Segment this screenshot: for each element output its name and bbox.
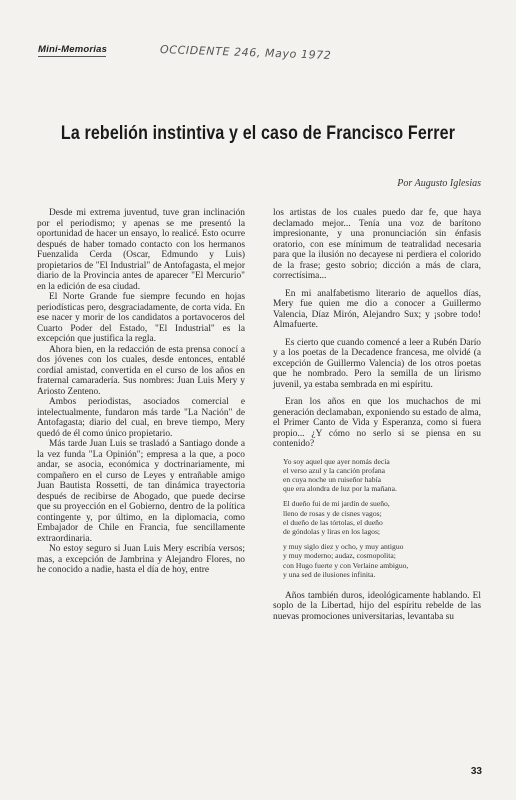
verse-line: lleno de rosas y de cisnes vagos; <box>283 508 382 518</box>
paragraph: Es cierto que cuando comencé a leer a Rubén Darío y a los poetas de la Decadence francesa, me olvidé (a excepción de Guillermo Valencia) de los otros poetas que he nombrado. Pero la semilla de un lirismo juvenil, ya estaba sembrada en mi espíritu. <box>273 337 481 390</box>
paragraph: Eran los años en que los muchachos de mi generación declamaban, exponiendo su estado de alma, el Primer Canto de Vida y Esperanza, como si fuera propio... ¿Y cómo no serlo si se piensa en su contenido? <box>273 397 481 449</box>
verse-line: y una sed de ilusiones infinita. <box>283 569 376 579</box>
verse-line: de góndolas y liras en los lagos; <box>283 526 381 536</box>
page-number: 33 <box>470 766 482 777</box>
paragraph: Desde mi extrema juventud, tuve gran inclinación por el periodismo; y apenas se me presentó la oportunidad de hacer un ensayo, lo realicé. Esto ocurre después de haber tomado contacto con los hermanos Fuenzalida Cerda (Oscar, Edmundo y Luis) propietarios de "El Industrial" de Antofagasta, el mejor diario de la Provincia antes de aparecer "El Mercurio" en la edición de esa ciudad. <box>37 208 245 292</box>
paragraph: Ambos periodistas, asociados comercial e intelectualmente, fundaron más tarde "La Nación" de Antofagasta; diario del cual, en breve tiempo, Mery quedó de él como único propietario. <box>37 397 245 439</box>
paragraph: Más tarde Juan Luis se trasladó a Santiago donde a la vez funda "La Opinión"; empresa a la que, a poco andar, se asocia, económica y doctrinariamente, mi compañero en el curso de Leyes y entrañable amigo Juan Bautista Rossetti, de tan dinámica trayectoria después de recibirse de Abogado, que puede decirse que su proyección en el Gobierno, dentro de la política contingente y, por último, en la diplomacia, como Embajador de Chile en Francia, fue sencillamente extraordinaria. <box>37 439 245 544</box>
paragraph: Ahora bien, en la redacción de esta prensa conocí a dos jóvenes con los cuales, desde entonces, entablé cordial amistad, convertida en el curso de los años en fraternal camaradería. Sus nombres: Juan Luis Mery y Ariosto Zenteno. <box>37 344 245 397</box>
verse-line: el dueño de las tórtolas, el dueño <box>283 517 383 527</box>
verse-line: Yo soy aquel que ayer nomás decía <box>283 456 390 466</box>
section-rule <box>38 56 106 57</box>
paragraph: Años también duros, ideológicamente hablando. El soplo de la Libertad, hijo del espíritu rebelde de las nuevas promociones universitarias, levantaba su <box>273 590 481 622</box>
left-column <box>37 208 245 576</box>
section-label: Mini-Memorias <box>38 44 108 55</box>
paragraph: En mi analfabetismo literario de aquellos días, Mery fue quien me dio a conocer a Guillermo Valencia, Díaz Mirón, Alejandro Sux; y ¡sobre todo! Almafuerte. <box>273 288 481 330</box>
handwritten-annotation: OCCIDENTE 246, Mayo 1972 <box>159 43 332 62</box>
verse-line: y muy siglo diez y ocho, y muy antiguo <box>283 542 404 552</box>
verse-line: el verso azul y la canción profana <box>283 465 386 475</box>
verse-line: que era alondra de luz por la mañana. <box>283 484 397 494</box>
poem-quote <box>273 457 481 579</box>
paragraph: los artistas de los cuales puedo dar fe, que haya declamado mejor... Tenía una voz de barítono impresionante, y una pronunciación sin énfasis oratorio, con ese mínimum de teatralidad necesaria para que la ilusión no decayese ni perdiera el colorido de la frase; gesto sobrio; dicción a más de clara, correctísima... <box>273 208 481 281</box>
right-column <box>273 208 481 622</box>
verse-line: El dueño fui de mi jardín de sueño, <box>283 499 390 509</box>
verse-line: con Hugo fuerte y con Verlaine ambiguo, <box>283 560 409 570</box>
verse-line: y muy moderno; audaz, cosmopolita; <box>283 551 396 561</box>
verse-line: en cuya noche un ruiseñor había <box>283 474 382 484</box>
article-author: Por Augusto Iglesias <box>397 178 481 189</box>
paragraph: No estoy seguro si Juan Luis Mery escribía versos; mas, a excepción de Jambrina y Alejandro Flores, no he conocido a nadie, hasta el día de hoy, entre <box>37 544 245 575</box>
article-title: La rebelión instintiva y el caso de Francisco Ferrer <box>60 122 456 144</box>
paragraph: El Norte Grande fue siempre fecundo en hojas periodísticas pero, desgraciadamente, de corta vida. En ese nacer y morir de los candidatos a portavoceros del Cuarto Poder del Estado, "El Industrial" es la excepción que justifica la regla. <box>37 292 245 344</box>
